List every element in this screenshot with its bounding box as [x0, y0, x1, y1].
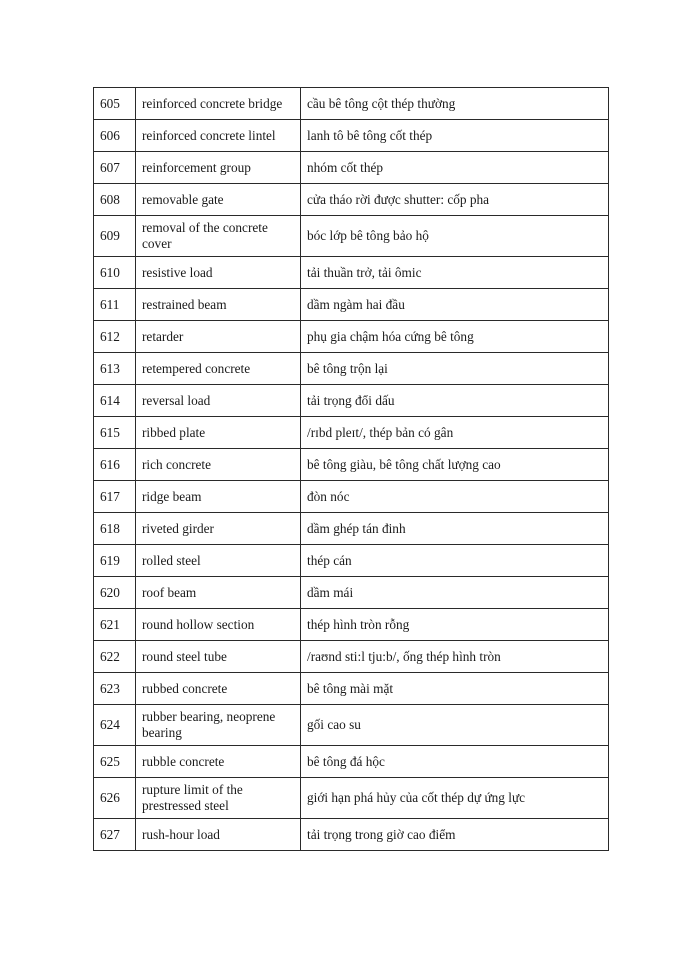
entry-number: 620: [94, 577, 136, 609]
english-term: removal of the concrete cover: [136, 216, 301, 257]
english-term: restrained beam: [136, 289, 301, 321]
entry-number: 621: [94, 609, 136, 641]
entry-number: 609: [94, 216, 136, 257]
vietnamese-translation: cầu bê tông cột thép thường: [301, 88, 609, 120]
table-row: [94, 289, 609, 321]
table-row: [94, 545, 609, 577]
table-row: [94, 819, 609, 851]
entry-number: 612: [94, 321, 136, 353]
entry-number: 627: [94, 819, 136, 851]
english-term: riveted girder: [136, 513, 301, 545]
english-term: rich concrete: [136, 449, 301, 481]
entry-number: 625: [94, 746, 136, 778]
vietnamese-translation: bóc lớp bê tông bảo hộ: [301, 216, 609, 257]
english-term: rubber bearing, neoprene bearing: [136, 705, 301, 746]
english-term: rupture limit of the prestressed steel: [136, 778, 301, 819]
table-row: [94, 513, 609, 545]
entry-number: 613: [94, 353, 136, 385]
vietnamese-translation: cửa tháo rời được shutter: cốp pha: [301, 184, 609, 216]
entry-number: 624: [94, 705, 136, 746]
entry-number: 617: [94, 481, 136, 513]
entry-number: 607: [94, 152, 136, 184]
vietnamese-translation: dầm mái: [301, 577, 609, 609]
english-term: retarder: [136, 321, 301, 353]
entry-number: 622: [94, 641, 136, 673]
entry-number: 605: [94, 88, 136, 120]
table-row: [94, 353, 609, 385]
entry-number: 619: [94, 545, 136, 577]
table-row: [94, 577, 609, 609]
table-row: [94, 88, 609, 120]
english-term: reinforced concrete lintel: [136, 120, 301, 152]
table-row: [94, 481, 609, 513]
vietnamese-translation: gối cao su: [301, 705, 609, 746]
table-row: [94, 152, 609, 184]
table-row: [94, 257, 609, 289]
english-term: ribbed plate: [136, 417, 301, 449]
table-row: [94, 417, 609, 449]
english-term: round steel tube: [136, 641, 301, 673]
english-term: reinforcement group: [136, 152, 301, 184]
glossary-table: [93, 87, 609, 851]
entry-number: 614: [94, 385, 136, 417]
table-row: [94, 746, 609, 778]
vietnamese-translation: nhóm cốt thép: [301, 152, 609, 184]
glossary-table-body: [94, 88, 609, 851]
english-term: round hollow section: [136, 609, 301, 641]
vietnamese-translation: /raʊnd sti:l tju:b/, ống thép hình tròn: [301, 641, 609, 673]
vietnamese-translation: dầm ghép tán đinh: [301, 513, 609, 545]
vietnamese-translation: giới hạn phá hủy của cốt thép dự ứng lực: [301, 778, 609, 819]
entry-number: 618: [94, 513, 136, 545]
table-row: [94, 184, 609, 216]
vietnamese-translation: tải trọng đổi dấu: [301, 385, 609, 417]
entry-number: 616: [94, 449, 136, 481]
vietnamese-translation: bê tông đá hộc: [301, 746, 609, 778]
entry-number: 611: [94, 289, 136, 321]
english-term: rush-hour load: [136, 819, 301, 851]
english-term: retempered concrete: [136, 353, 301, 385]
entry-number: 610: [94, 257, 136, 289]
english-term: rubble concrete: [136, 746, 301, 778]
vietnamese-translation: lanh tô bê tông cốt thép: [301, 120, 609, 152]
vietnamese-translation: thép cán: [301, 545, 609, 577]
table-row: [94, 673, 609, 705]
vietnamese-translation: bê tông mài mặt: [301, 673, 609, 705]
vietnamese-translation: thép hình tròn rỗng: [301, 609, 609, 641]
entry-number: 626: [94, 778, 136, 819]
table-row: [94, 705, 609, 746]
table-row: [94, 778, 609, 819]
entry-number: 606: [94, 120, 136, 152]
vietnamese-translation: /rɪbd pleɪt/, thép bản có gân: [301, 417, 609, 449]
vietnamese-translation: dầm ngàm hai đầu: [301, 289, 609, 321]
english-term: reversal load: [136, 385, 301, 417]
vietnamese-translation: phụ gia chậm hóa cứng bê tông: [301, 321, 609, 353]
vietnamese-translation: đòn nóc: [301, 481, 609, 513]
table-row: [94, 321, 609, 353]
english-term: resistive load: [136, 257, 301, 289]
entry-number: 623: [94, 673, 136, 705]
english-term: ridge beam: [136, 481, 301, 513]
entry-number: 608: [94, 184, 136, 216]
english-term: removable gate: [136, 184, 301, 216]
vietnamese-translation: bê tông giàu, bê tông chất lượng cao: [301, 449, 609, 481]
vietnamese-translation: bê tông trộn lại: [301, 353, 609, 385]
table-row: [94, 216, 609, 257]
table-row: [94, 385, 609, 417]
table-row: [94, 609, 609, 641]
table-row: [94, 120, 609, 152]
english-term: rubbed concrete: [136, 673, 301, 705]
vietnamese-translation: tải trọng trong giờ cao điểm: [301, 819, 609, 851]
table-row: [94, 449, 609, 481]
table-row: [94, 641, 609, 673]
english-term: reinforced concrete bridge: [136, 88, 301, 120]
vietnamese-translation: tải thuần trở, tải ômic: [301, 257, 609, 289]
english-term: roof beam: [136, 577, 301, 609]
entry-number: 615: [94, 417, 136, 449]
english-term: rolled steel: [136, 545, 301, 577]
